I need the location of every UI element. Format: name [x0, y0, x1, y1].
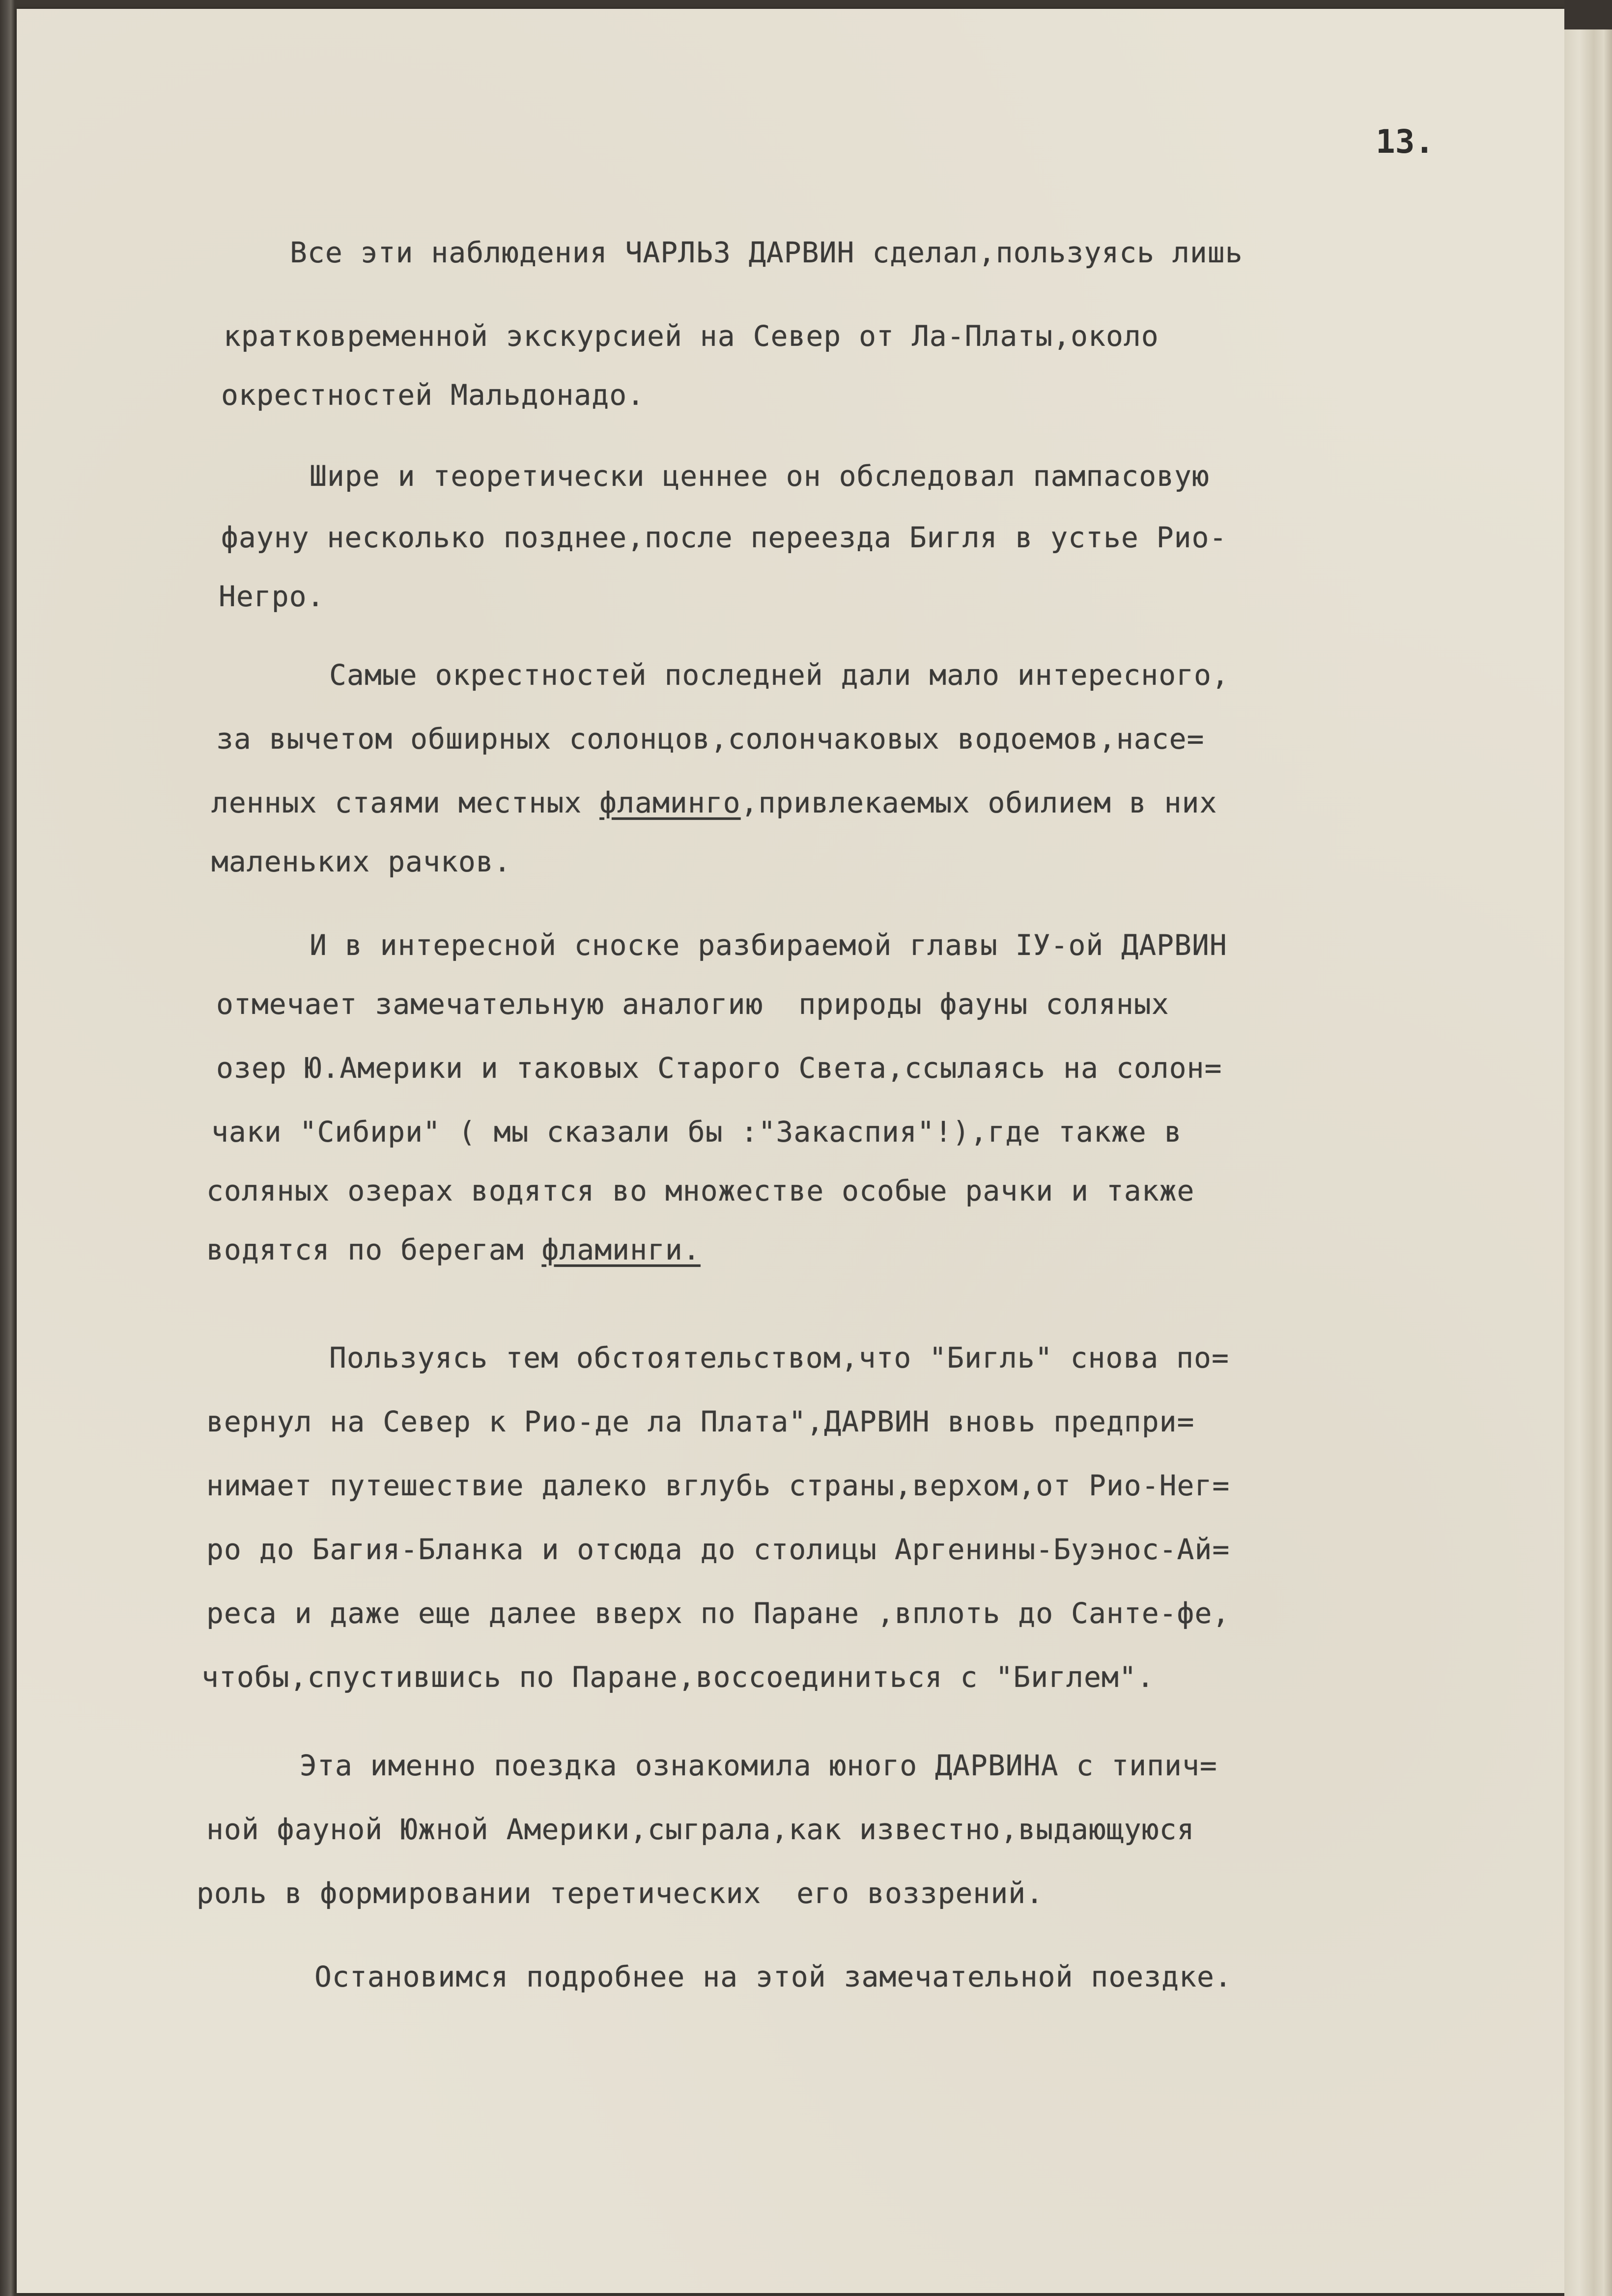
text-line: Эта именно поездка ознакомила юного ДАРВИНА с типич= — [300, 1749, 1217, 1782]
text-line — [206, 1233, 701, 1266]
text-line: Шире и теоретически ценнее он обследовал пампасовую — [310, 459, 1210, 493]
text-line: кратковременной экскурсией на Север от Ла-Платы,около — [224, 319, 1159, 353]
text-line: вернул на Север к Рио-де ла Плата",ДАРВИН вновь предпри= — [206, 1405, 1195, 1438]
text-line: озер Ю.Америки и таковых Старого Света,ссылаясь на солон= — [216, 1051, 1222, 1085]
text-line: соляных озерах водятся во множестве особые рачки и также — [206, 1174, 1195, 1207]
text-line: фауну несколько позднее,после переезда Бигля в устье Рио- — [221, 521, 1227, 554]
text-line: маленьких рачков. — [211, 845, 511, 878]
text-line: ро до Багия-Бланка и отсюда до столицы Аргенины-Буэнос-Ай= — [206, 1533, 1230, 1566]
text-line: Пользуясь тем обстоятельством,что "Бигль" снова по= — [329, 1341, 1229, 1374]
text-fragment: ,привлекаемых обилием в них — [740, 786, 1217, 819]
text-line: чтобы,спустившись по Паране,воссоединиться с "Биглем". — [201, 1660, 1155, 1694]
underlined-word: фламинго — [599, 786, 741, 819]
text-line: Негро. — [219, 580, 325, 613]
text-line: реса и даже еще далее вверх по Паране ,вплоть до Санте-фе, — [206, 1596, 1230, 1630]
text-line: ной фауной Южной Америки,сыграла,как известно,выдающуюся — [206, 1813, 1195, 1846]
text-line: И в интересной сноске разбираемой главы IУ-ой ДАРВИН — [310, 928, 1227, 962]
text-line: роль в формировании теретических его воззрений. — [197, 1876, 1044, 1910]
text-line: Остановимся подробнее на этой замечательной поездке. — [314, 1960, 1232, 1993]
text-line: окрестностей Мальдонадо. — [221, 378, 645, 412]
text-line: чаки "Сибири" ( мы сказали бы :"Закаспия"!),где также в — [211, 1115, 1182, 1148]
underlined-word: фламинги. — [541, 1233, 701, 1266]
text-line — [211, 786, 1217, 819]
text-line: отмечает замечательную аналогию природы фауны соляных — [216, 987, 1169, 1021]
text-line: Все эти наблюдения ЧАРЛЬЗ ДАРВИН сделал,пользуясь лишь — [290, 236, 1243, 269]
text-line: нимает путешествие далеко вглубь страны,верхом,от Рио-Нег= — [206, 1469, 1230, 1502]
text-line: за вычетом обширных солонцов,солончаковых водоемов,насе= — [216, 722, 1205, 756]
text-fragment: ленных стаями местных — [211, 786, 600, 819]
text-line: Самые окрестностей последней дали мало интересного, — [329, 658, 1229, 692]
page-number: 13. — [1376, 123, 1435, 161]
text-fragment: водятся по берегам — [206, 1233, 542, 1266]
